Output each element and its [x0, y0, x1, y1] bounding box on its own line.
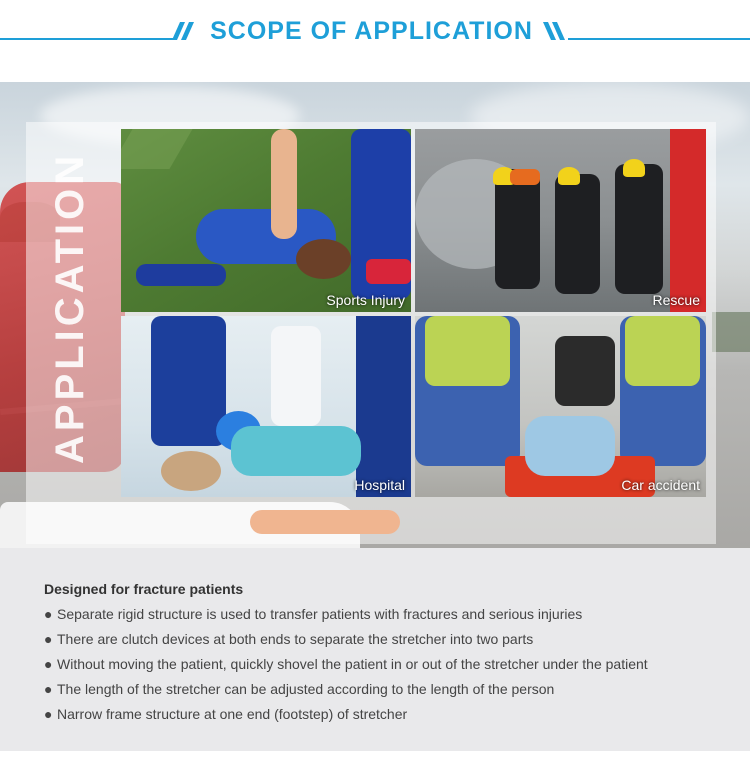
trees — [712, 312, 750, 352]
red-shoe — [366, 259, 411, 284]
helper-arm — [271, 129, 297, 239]
bullet-icon: ● — [44, 606, 53, 622]
vertical-application-word: APPLICATION — [48, 151, 92, 464]
hi-vis-vest — [625, 316, 700, 386]
list-item — [44, 606, 648, 631]
player-hair — [296, 239, 351, 279]
features-list — [44, 606, 648, 731]
doctor-blue — [151, 316, 226, 446]
bullet-icon: ● — [44, 656, 53, 672]
features-heading: Designed for fracture patients — [44, 581, 244, 597]
feature-text: There are clutch devices at both ends to separate the stretcher into two parts — [57, 631, 534, 647]
helmet — [558, 167, 580, 185]
hi-vis-vest — [425, 316, 510, 386]
section-title: SCOPE OF APPLICATION — [210, 17, 533, 45]
caption-rescue: Rescue — [652, 292, 700, 308]
doctor-white — [271, 326, 321, 426]
fire-truck — [670, 129, 706, 312]
feature-text: Without moving the patient, quickly shovel the patient in or out of the stretcher under the patient — [57, 656, 648, 672]
field-line — [121, 129, 193, 169]
bullet-icon: ● — [44, 706, 53, 722]
patient — [525, 416, 615, 476]
patient — [231, 426, 361, 476]
helmet — [623, 159, 645, 177]
photo-car-accident — [415, 316, 706, 497]
bullet-icon: ● — [44, 681, 53, 697]
caption-sports-injury: Sports Injury — [326, 292, 405, 308]
double-backslash-icon — [543, 22, 567, 40]
feature-text: Separate rigid structure is used to transfer patients with fractures and serious injuries — [57, 606, 583, 622]
rescuer-center — [555, 336, 615, 406]
photo-sports-injury — [121, 129, 411, 312]
features-section — [0, 548, 750, 751]
header-rule-right — [568, 38, 750, 40]
double-slash-icon — [172, 22, 196, 40]
player-legs — [136, 264, 226, 286]
firefighter — [615, 164, 663, 294]
firefighter — [495, 169, 540, 289]
photo-rescue — [415, 129, 706, 312]
doctor-right — [356, 316, 411, 497]
feature-text: The length of the stretcher can be adjusted according to the length of the person — [57, 681, 555, 697]
section-header — [0, 0, 750, 70]
air-tank — [510, 169, 540, 185]
list-item — [44, 681, 648, 706]
patient-head — [161, 451, 221, 491]
header-rule-left — [0, 38, 176, 40]
feature-text: Narrow frame structure at one end (footstep) of stretcher — [57, 706, 408, 722]
bullet-icon: ● — [44, 631, 53, 647]
list-item — [44, 656, 648, 681]
firefighter — [555, 174, 600, 294]
photo-hospital — [121, 316, 411, 497]
list-item — [44, 631, 648, 656]
caption-hospital: Hospital — [354, 477, 405, 493]
caption-car-accident: Car accident — [621, 477, 700, 493]
list-item — [44, 706, 648, 731]
